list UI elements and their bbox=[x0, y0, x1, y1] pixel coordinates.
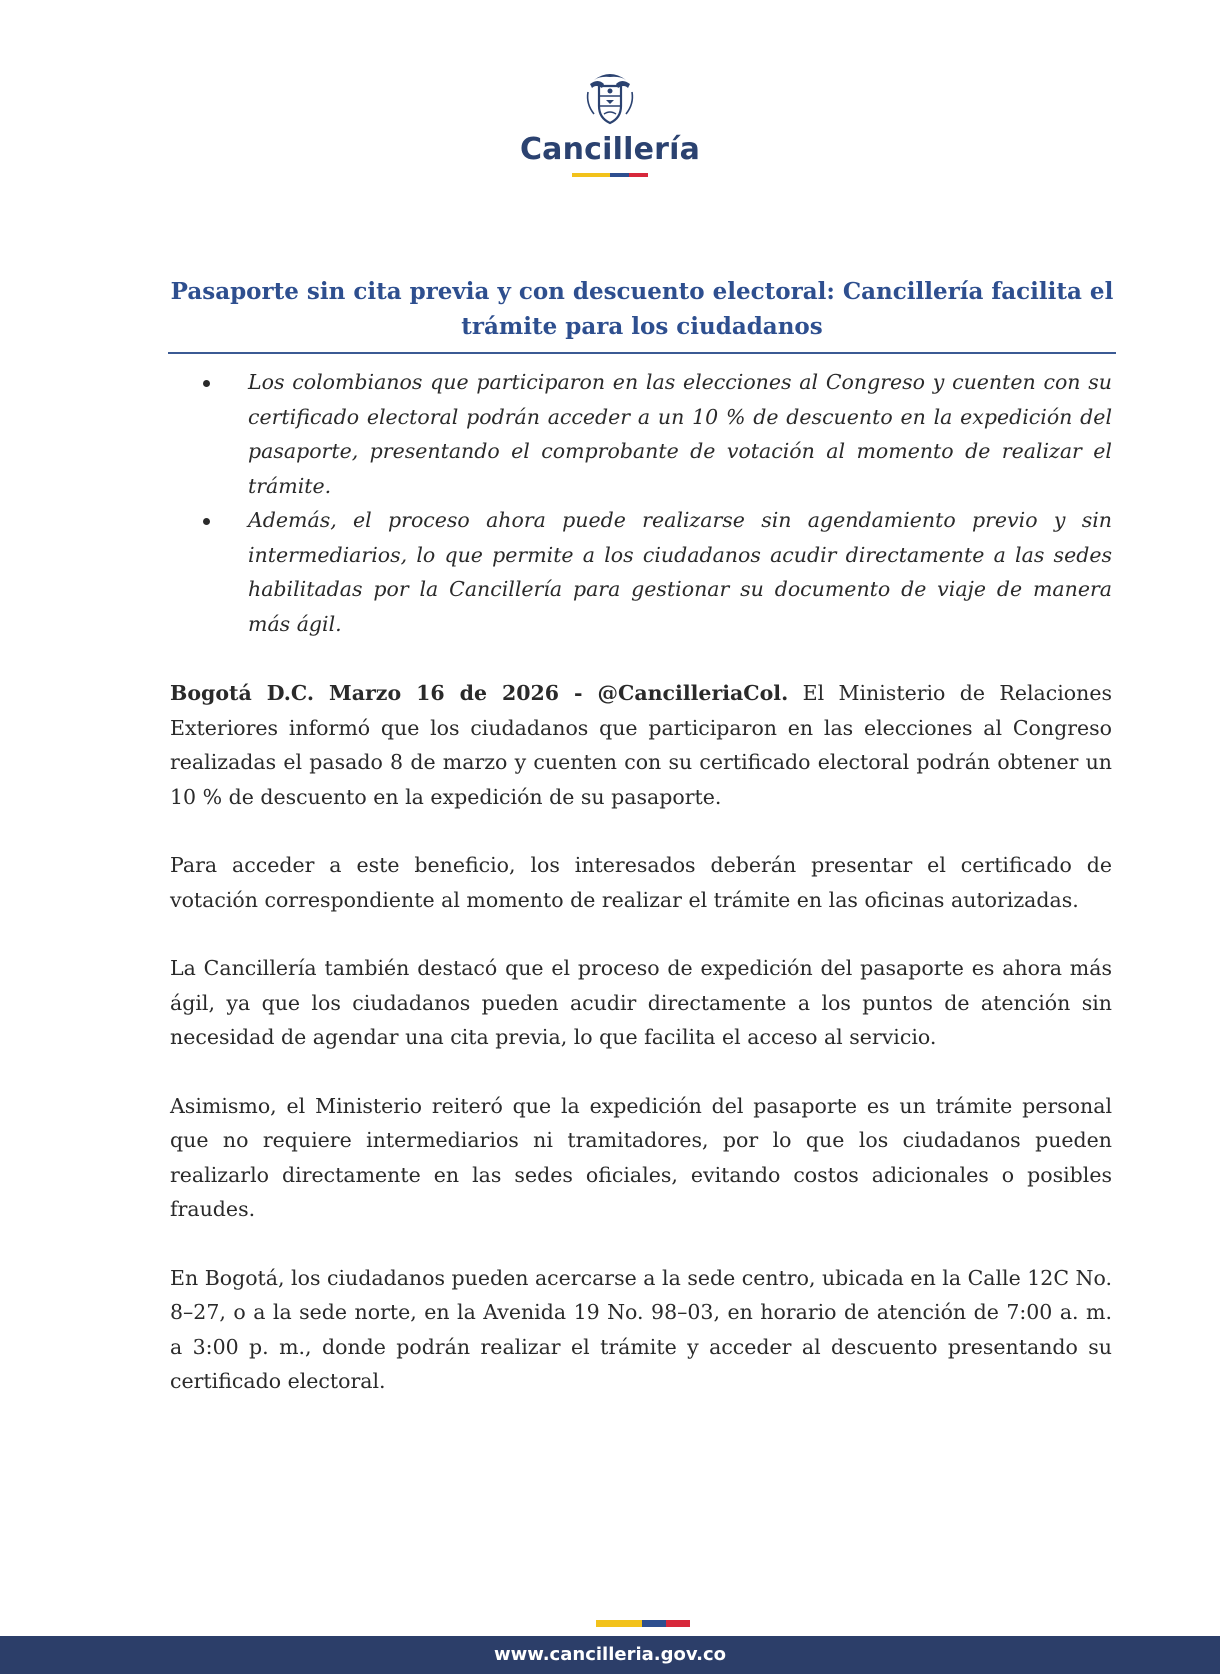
title-divider bbox=[168, 352, 1116, 354]
paragraph: Bogotá D.C. Marzo 16 de 2026 - @CancilleriaCol. El Ministerio de Relaciones Exteriores informó que los ciudadanos que participaron en las elecciones al Congreso realizadas el pasado 8 de marzo y cuenten con su certificado electoral podrán obtener un 10 % de descuento en la expedición de su pasaporte. bbox=[170, 681, 1112, 809]
press-release-title: Pasaporte sin cita previa y con descuento electoral: Cancillería facilita el trámite para los ciudadanos bbox=[170, 278, 1114, 340]
footer-flag-stripe bbox=[596, 1620, 690, 1627]
coat-of-arms-icon bbox=[584, 70, 636, 126]
paragraph: Asimismo, el Ministerio reiteró que la expedición del pasaporte es un trámite personal que no requiere intermediarios ni tramitadores, por lo que los ciudadanos pueden realizarlo directamente en las sedes oficiales, evitando costos adicionales o posibles fraudes. bbox=[170, 1093, 1112, 1221]
footer-bar bbox=[0, 1636, 1220, 1674]
bullet-icon bbox=[203, 380, 210, 387]
paragraph: En Bogotá, los ciudadanos pueden acercarse a la sede centro, ubicada en la Calle 12C No. 8–27, o a la sede norte, en la Avenida 19 No. 98–03, en horario de atención de 7:00 a. m. a 3:00 p. m., donde podrán realizar el trámite y acceder al descuento presentando su certificado electoral. bbox=[170, 1265, 1112, 1393]
paragraph: La Cancillería también destacó que el proceso de expedición del pasaporte es ahora más ágil, ya que los ciudadanos pueden acudir directamente a los puntos de atención sin necesidad de agendar una cita previa, lo que facilita el acceso al servicio. bbox=[170, 956, 1112, 1049]
highlights-list bbox=[198, 365, 1112, 641]
brand-name: Cancillería bbox=[519, 132, 701, 167]
letterhead bbox=[0, 70, 1220, 177]
website-link[interactable]: www.cancilleria.gov.co bbox=[493, 1644, 726, 1665]
article-body bbox=[170, 676, 1112, 1433]
dateline: Bogotá D.C. Marzo 16 de 2026 - @CancilleriaCol. bbox=[170, 681, 789, 705]
list-item: Además, el proceso ahora puede realizarse sin agendamiento previo y sin intermediarios, lo que permite a los ciudadanos acudir directamente a las sedes habilitadas por la Cancillería para gestionar su documento de viaje de manera más ágil. bbox=[198, 503, 1112, 641]
flag-stripe bbox=[572, 173, 648, 177]
list-item: Los colombianos que participaron en las elecciones al Congreso y cuenten con su certificado electoral podrán acceder a un 10 % de descuento en la expedición del pasaporte, presentando el comprobante de votación al momento de realizar el trámite. bbox=[198, 365, 1112, 503]
bullet-icon bbox=[203, 518, 210, 525]
paragraph: Para acceder a este beneficio, los interesados deberán presentar el certificado de votación correspondiente al momento de realizar el trámite en las oficinas autorizadas. bbox=[170, 853, 1112, 912]
